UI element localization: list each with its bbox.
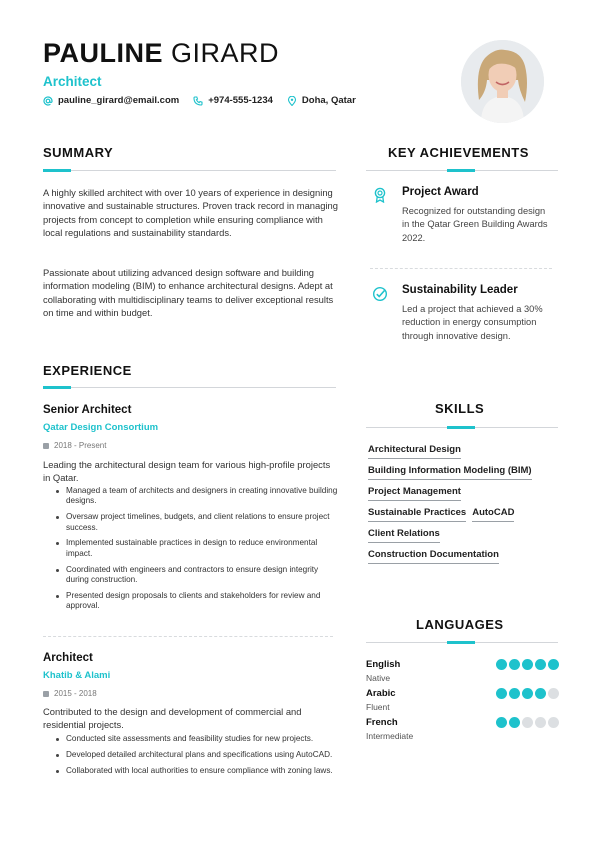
rating-dot-empty bbox=[548, 717, 559, 728]
achievement-title: Sustainability Leader bbox=[402, 284, 518, 296]
profile-portrait-image bbox=[461, 40, 544, 123]
award-icon bbox=[372, 187, 388, 203]
job-bullet: Implemented sustainable practices in design to reduce environmental impact. bbox=[53, 538, 338, 559]
rating-dot-filled bbox=[535, 659, 546, 670]
job-dates-text: 2018 - Present bbox=[54, 441, 107, 450]
job-role: Architect bbox=[43, 74, 102, 89]
summary-heading: SUMMARY bbox=[43, 145, 114, 160]
last-name: GIRARD bbox=[171, 38, 280, 68]
job-bullet: Coordinated with engineers and contractors to ensure design integrity during construction. bbox=[53, 565, 338, 586]
summary-paragraph-1: A highly skilled architect with over 10 years of experience in designing innovative and sustainable structures. Proven track record in managing projects from concept to completion while ensuring compliance with local regulations and sustainability standards. bbox=[43, 187, 338, 239]
skill-tag: Construction Documentation bbox=[368, 549, 499, 564]
job-bullets bbox=[53, 734, 338, 781]
skill-tag: Sustainable Practices bbox=[368, 507, 466, 522]
job-bullet: Oversaw project timelines, budgets, and client relations to ensure project success. bbox=[53, 512, 338, 533]
job-description: Leading the architectural design team for various high-profile projects in Qatar. bbox=[43, 459, 331, 484]
achievements-heading: KEY ACHIEVEMENTS bbox=[388, 145, 529, 160]
rating-dot-filled bbox=[496, 659, 507, 670]
language-level: Fluent bbox=[366, 702, 390, 712]
summary-paragraph-2: Passionate about utilizing advanced design software and building information modeling (BIM) to enhance architectural designs. Adept at collaborating with multidisciplinary teams to deliver exceptional results on time and within budget. bbox=[43, 267, 334, 319]
job-separator bbox=[43, 636, 333, 637]
target-icon bbox=[372, 286, 388, 302]
contact-info bbox=[43, 95, 356, 106]
job-company: Khatib & Alami bbox=[43, 670, 111, 681]
job-description: Contributed to the design and development of commercial and residential projects. bbox=[43, 706, 302, 731]
experience-accent-bar bbox=[43, 386, 71, 389]
achievement-description: Led a project that achieved a 30% reduction in energy consumption through innovative design. bbox=[402, 304, 543, 341]
calendar-icon bbox=[43, 443, 49, 449]
phone-icon bbox=[193, 96, 203, 106]
job-title: Architect bbox=[43, 652, 93, 664]
job-bullet: Collaborated with local authorities to ensure compliance with zoning laws. bbox=[53, 766, 338, 776]
job-bullet: Managed a team of architects and designers in creating innovative building designs. bbox=[53, 486, 338, 507]
phone-text: +974-555-1234 bbox=[208, 95, 273, 106]
achievement-title: Project Award bbox=[402, 186, 479, 198]
achievements-accent-bar bbox=[447, 169, 475, 172]
language-level: Intermediate bbox=[366, 731, 414, 741]
job-dates bbox=[43, 689, 97, 698]
skills-heading: SKILLS bbox=[435, 401, 485, 416]
skills-accent-bar bbox=[447, 426, 475, 429]
map-pin-icon bbox=[287, 96, 297, 106]
rating-dot-filled bbox=[496, 688, 507, 699]
rating-dot-filled bbox=[548, 659, 559, 670]
skill-tag: AutoCAD bbox=[472, 507, 514, 522]
job-bullet: Conducted site assessments and feasibility studies for new projects. bbox=[53, 734, 338, 744]
language-name: English bbox=[366, 659, 401, 670]
contact-phone[interactable] bbox=[193, 95, 273, 106]
first-name: PAULINE bbox=[43, 38, 164, 68]
profile-photo bbox=[461, 40, 544, 123]
contact-email[interactable] bbox=[43, 95, 179, 106]
language-level: Native bbox=[366, 673, 391, 683]
rating-dot-filled bbox=[509, 717, 520, 728]
job-bullet: Presented design proposals to clients and stakeholders for review and approval. bbox=[53, 591, 338, 612]
at-icon bbox=[43, 96, 53, 106]
rating-dot-filled bbox=[509, 659, 520, 670]
achievement-description: Recognized for outstanding design in the Qatar Green Building Awards 2022. bbox=[402, 206, 548, 243]
job-bullets bbox=[53, 486, 338, 617]
languages-accent-bar bbox=[447, 641, 475, 644]
languages-heading: LANGUAGES bbox=[416, 617, 504, 632]
job-dates-text: 2015 - 2018 bbox=[54, 689, 97, 698]
achievement-separator bbox=[370, 268, 552, 269]
rating-dot-filled bbox=[522, 659, 533, 670]
language-rating bbox=[496, 717, 559, 728]
email-text: pauline_girard@email.com bbox=[58, 95, 180, 106]
rating-dot-empty bbox=[535, 717, 546, 728]
experience-divider bbox=[43, 387, 336, 388]
job-dates bbox=[43, 441, 106, 450]
location-text: Doha, Qatar bbox=[301, 95, 356, 106]
skill-tag: Architectural Design bbox=[368, 444, 461, 459]
job-bullet: Developed detailed architectural plans and specifications using AutoCAD. bbox=[53, 750, 338, 760]
calendar-icon bbox=[43, 691, 49, 697]
summary-accent-bar bbox=[43, 169, 71, 172]
candidate-name bbox=[43, 38, 279, 69]
rating-dot-filled bbox=[496, 717, 507, 728]
rating-dot-empty bbox=[522, 717, 533, 728]
job-company: Qatar Design Consortium bbox=[43, 422, 159, 433]
rating-dot-filled bbox=[522, 688, 533, 699]
skills-list bbox=[368, 444, 558, 570]
language-name: French bbox=[366, 717, 398, 728]
rating-dot-filled bbox=[509, 688, 520, 699]
experience-heading: EXPERIENCE bbox=[43, 363, 132, 378]
rating-dot-empty bbox=[548, 688, 559, 699]
skill-tag: Building Information Modeling (BIM) bbox=[368, 465, 532, 480]
language-name: Arabic bbox=[366, 688, 396, 699]
skill-tag: Client Relations bbox=[368, 528, 440, 543]
skill-tag: Project Management bbox=[368, 486, 461, 501]
contact-location bbox=[287, 95, 356, 106]
job-title: Senior Architect bbox=[43, 404, 132, 416]
language-rating bbox=[496, 688, 559, 699]
language-rating bbox=[496, 659, 559, 670]
rating-dot-filled bbox=[535, 688, 546, 699]
summary-divider bbox=[43, 170, 336, 171]
